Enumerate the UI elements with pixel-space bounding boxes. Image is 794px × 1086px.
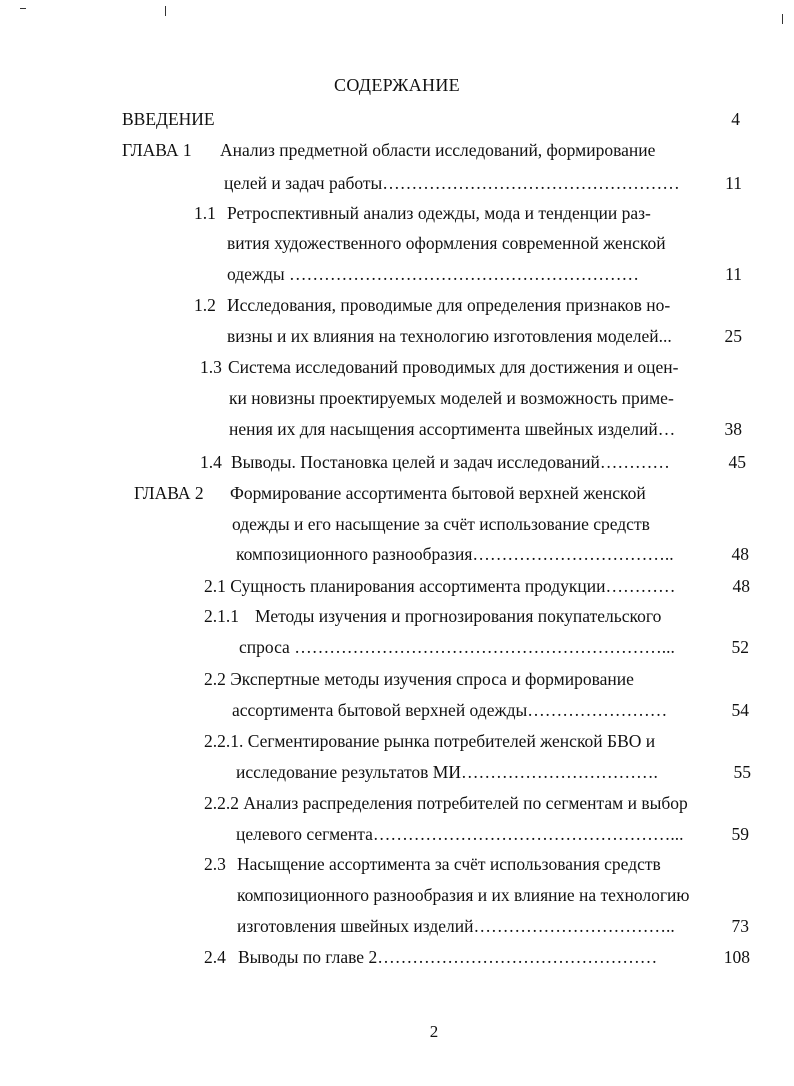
toc-entry-label[interactable]: композиционного разнообразия…………………………….. <box>236 544 674 564</box>
toc-section-number: 1.3 <box>200 357 222 377</box>
scan-mark <box>782 14 783 24</box>
toc-entry-page: 52 <box>731 637 749 657</box>
toc-entry-page: 54 <box>731 700 749 720</box>
toc-entry-label[interactable]: нения их для насыщения ассортимента швейных изделий… <box>229 419 676 439</box>
toc-entry-label[interactable]: целевого сегмента……………………………………………... <box>236 824 684 844</box>
toc-entry-label[interactable]: Анализ предметной области исследований, формирование <box>220 140 656 160</box>
toc-section-number: 2.3 <box>204 854 226 874</box>
toc-entry-label[interactable]: спроса ………………………………………………………... <box>239 637 675 657</box>
toc-entry-label[interactable]: 2.2.1. Сегментирование рынка потребителей женской БВО и <box>204 731 656 751</box>
toc-entry-label[interactable]: Выводы. Постановка целей и задач исследований………… <box>231 452 670 472</box>
toc-entry-page: 59 <box>731 824 749 844</box>
toc-entry-label[interactable]: Методы изучения и прогнозирования покупательского <box>255 606 662 626</box>
toc-title: СОДЕРЖАНИЕ <box>334 75 460 95</box>
toc-entry-label[interactable]: 2.2 Экспертные методы изучения спроса и формирование <box>204 669 634 689</box>
toc-entry-label[interactable]: одежды и его насыщение за счёт использование средств <box>232 514 650 534</box>
toc-section-number: 1.4 <box>200 452 222 472</box>
toc-entry-label[interactable]: Формирование ассортимента бытовой верхней женской <box>230 483 646 503</box>
toc-entry-label[interactable]: одежды …………………………………………………… <box>227 264 640 284</box>
toc-entry-page: 48 <box>732 576 750 596</box>
scan-mark <box>165 6 166 16</box>
toc-entry-page: 73 <box>731 916 749 936</box>
toc-entry-label[interactable]: исследование результатов МИ……………………………. <box>236 762 658 782</box>
toc-entry-label[interactable]: вития художественного оформления современной женской <box>227 233 666 253</box>
toc-entry-label[interactable]: Насыщение ассортимента за счёт использования средств <box>237 854 661 874</box>
toc-entry-label[interactable]: композиционного разнообразия и их влияние на технологию <box>237 885 690 905</box>
toc-entry-label[interactable]: целей и задач работы…………………………………………… <box>224 173 680 193</box>
toc-entry-label[interactable]: Ретроспективный анализ одежды, мода и тенденции раз- <box>227 203 651 223</box>
toc-chapter-number: ГЛАВА 1 <box>122 140 192 160</box>
toc-entry-label[interactable]: 2.1 Сущность планирования ассортимента продукции………… <box>204 576 676 596</box>
toc-entry-label[interactable]: ВВЕДЕНИЕ <box>122 109 215 129</box>
toc-entry-label[interactable]: Выводы по главе 2………………………………………… <box>238 947 658 967</box>
toc-section-number: 1.1 <box>194 203 216 223</box>
toc-entry-page: 55 <box>733 762 751 782</box>
toc-entry-page: 108 <box>723 947 750 967</box>
page-number: 2 <box>429 1022 439 1041</box>
toc-entry-page: 45 <box>728 452 746 472</box>
toc-section-number: 1.2 <box>194 295 216 315</box>
toc-entry-label[interactable]: изготовления швейных изделий…………………………….. <box>237 916 675 936</box>
toc-entry-page: 48 <box>731 544 749 564</box>
toc-entry-label[interactable]: 2.2.2 Анализ распределения потребителей по сегментам и выбор <box>204 793 688 813</box>
toc-chapter-number: ГЛАВА 2 <box>134 483 204 503</box>
toc-entry-page: 25 <box>724 326 742 346</box>
toc-entry-label[interactable]: ки новизны проектируемых моделей и возможность приме- <box>229 388 674 408</box>
toc-entry-label[interactable]: ассортимента бытовой верхней одежды…………………… <box>232 700 668 720</box>
toc-section-number: 2.1.1 <box>204 606 239 626</box>
toc-entry-label[interactable]: Исследования, проводимые для определения признаков но- <box>227 295 671 315</box>
toc-entry-page: 11 <box>725 173 742 193</box>
toc-entry-label[interactable]: Система исследований проводимых для достижения и оцен- <box>228 357 679 377</box>
toc-section-number: 2.4 <box>204 947 226 967</box>
toc-entry-page: 38 <box>724 419 742 439</box>
toc-entry-page: 11 <box>725 264 742 284</box>
toc-entry-label[interactable]: визны и их влияния на технологию изготовления моделей... <box>227 326 672 346</box>
scan-mark <box>20 8 26 9</box>
toc-entry-page: 4 <box>731 109 740 129</box>
